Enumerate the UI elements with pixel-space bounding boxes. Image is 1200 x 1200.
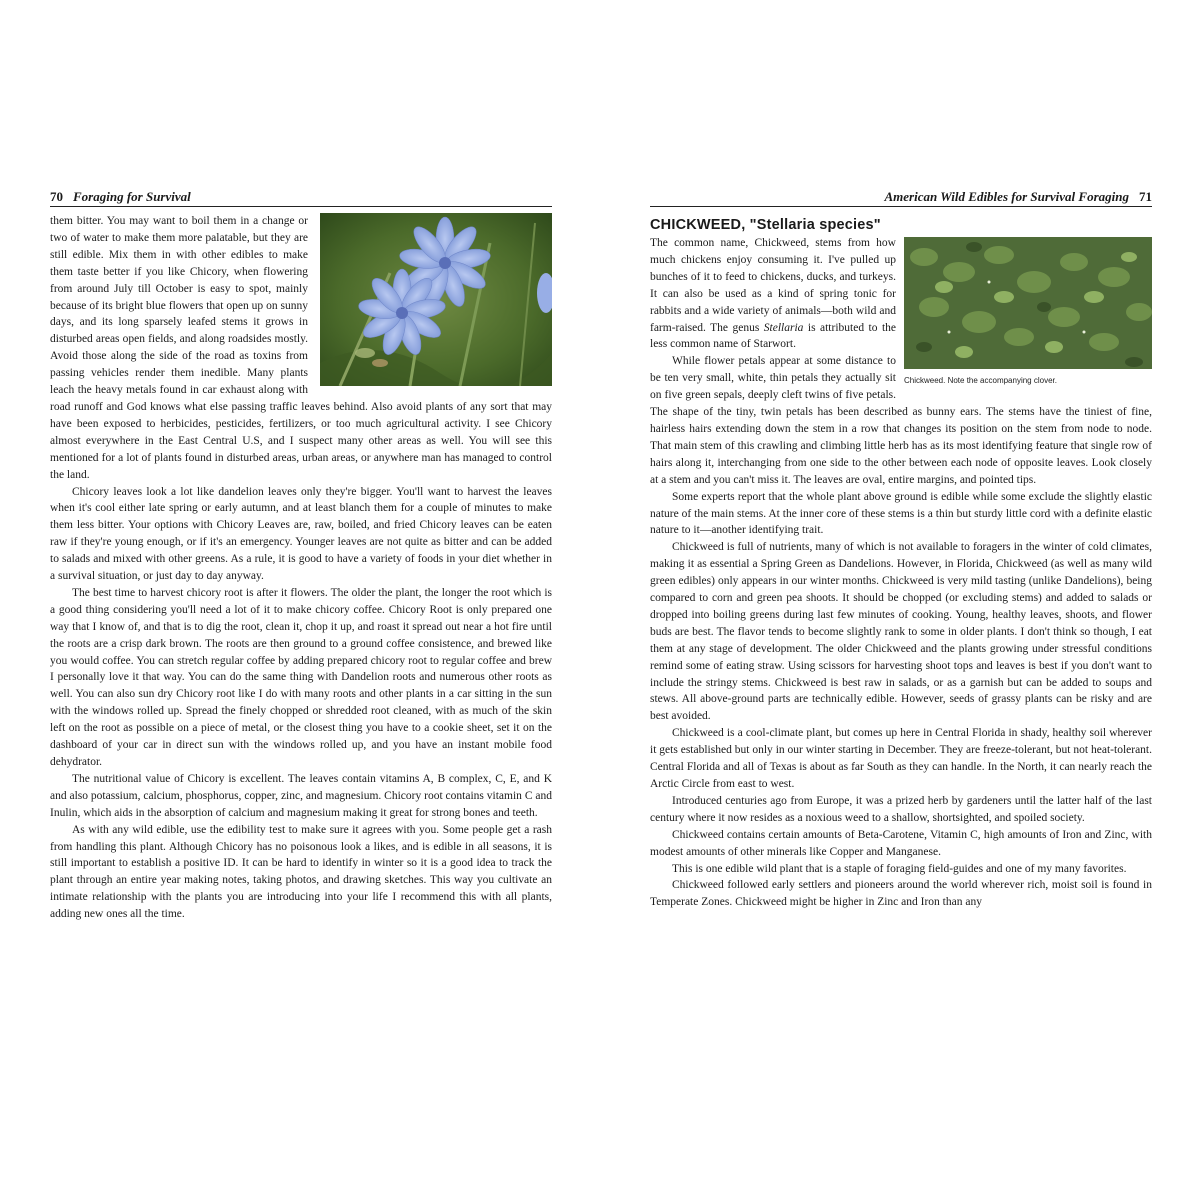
paragraph: This is one edible wild plant that is a staple of foraging field-guides and one of my many favorites.	[672, 862, 1127, 875]
page-number-left: 70	[50, 189, 63, 204]
paragraph: Some experts report that the whole plant above ground is edible while some exclude the slightly elastic nature of the main stems. At the inner core of these stems is a thin but sturdy little cord with a definite elastic nature to it—another identifying trait.	[650, 490, 1152, 537]
left-page	[50, 188, 552, 923]
paragraph: Chickweed is a cool-climate plant, but comes up here in Central Florida in shady, healthy soil wherever it gets established but only in our winter starting in December. They are freeze-tolerant, but not heat-tolerant. Central Florida and all of Texas is about as far South as they can handle. In the North, it can nearly reach the Arctic Circle from east to west.	[650, 727, 1152, 790]
photo-caption: Chickweed. Note the accompanying clover.	[904, 376, 1057, 385]
left-body-text	[50, 213, 552, 923]
right-page	[650, 188, 1152, 911]
running-head-left	[50, 188, 552, 207]
genus-name: Stellaria	[763, 321, 804, 334]
paragraph: The nutritional value of Chicory is excellent. The leaves contain vitamins A, B complex, C, E, and K and also potassium, calcium, phosphorus, copper, zinc, and magnesium. Chicory root contains vitamin C and Inulin, which aids in the absorption of calcium and magnesium making it great for strong bones and teeth.	[50, 772, 552, 819]
paragraph: Chickweed followed early settlers and pioneers around the world wherever rich, moist soil is found in Temperate Zones. Chickweed might be higher in Zinc and Iron than any	[650, 879, 1152, 909]
paragraph-text: The common name, Chickweed, stems from how much chickens enjoy consuming it. I've pulled up bunches of it to feed to chickens, ducks, and turkeys. It can also be used as a kind of spring tonic for rabbits and a wide variety of animals—both wild and farm-raised. The genus	[650, 237, 896, 334]
paragraph: Chicory leaves look a lot like dandelion leaves only they're bigger. You'll want to harvest the leaves when it's cool either late spring or early autumn, and at least blanch them for a couple of minutes to make them less bitter. Your options with Chicory Leaves are, raw, boiled, and fried Chicory leaves can be eaten raw if they're young enough, or if it's an emergency. Younger leaves are not quite as bitter and can be added to salads and mixed with other greens. As a rule, it is good to have a variety of foods in your diet whether in a survival situation, or just day to day anyway.	[50, 485, 552, 583]
paragraph: The best time to harvest chicory root is after it flowers. The older the plant, the longer the root which is a good thing considering you'll need a lot of it to make chicory coffee. Chicory Root is only prepared one way that I know of, and that is to dig the root, clean it, chop it up, and roast it spread out near a hot fire until the roots are a crisp dark brown. The roots are then ground to a ground coffee consistence, and brewed like you would coffee. You can stretch regular coffee by adding prepared chicory root to regular coffee and brew I personally love it that way. You can do the same thing with Dandelion roots and numerous other roots as well. You can also sun dry Chicory root like I do with many roots and other plants in a car sitting in the sun with the windows rolled up. Spread the finely chopped or shredded root cleaned, with as much of the skin left on the root as possible on a piece of metal, or the closest thing you have to a cookie sheet, set it on the dashboard of your car in direct sun with the windows rolled up, and you have an instant mobile food dehydrator.	[50, 586, 552, 768]
chickweed-figure	[904, 237, 1152, 390]
paragraph: While flower petals appear at some distance to be ten very small, white, thin petals they actually sit on five green sepals, deeply cleft twins of five petals. The shape of the tiny, twin petals has been described as bunny ears. The stems have the tiniest of fine, hairless hairs extending down the stem in a row that changes its position on the stem from node to node. That main stem of this crawling and climbing little herb has as its most identifying feature that single row of hairs along it, interchanging from one side to the other between each node of opposite leaves. Look closely at a stem and you can't miss it. The leaves are oval, entire margins, and pointed tips.	[650, 355, 1152, 486]
paragraph-text: is attributed to the less common name of Starwort.	[650, 321, 897, 351]
paragraph: Introduced centuries ago from Europe, it was a prized herb by gardeners until the latter half of the last century where it now resides as a noxious weed to a shallow, shortsighted, and spoiled society.	[650, 794, 1152, 824]
chickweed-plant-photo	[904, 237, 1152, 369]
running-head-title-left: Foraging for Survival	[73, 189, 191, 204]
running-head-right	[650, 188, 1152, 207]
paragraph: them bitter. You may want to boil them in a change or two of water to make them more palatable, but they are still edible. Mix them in with other edibles to make them taste better if you like Chicory, when flowering from around July till October is easy to spot, mainly because of its bright blue flowers that open up on sunny days, and its long sparsely leafed stems it grows in disturbed areas open fields, and along roadsides mostly. Avoid those along the side of the road as toxins from passing vehicles render them inedible. Many plants leach the heavy metals found in car exhaust along with road runoff and God knows what else passing traffic leaves behind. Also avoid plants of any sort that may have been exposed to herbicides, pesticides, fertilizers, or too much agricultural activity. I see Chicory almost everywhere in the East Central U.S, and I suspect many other areas as well. You will see this mentioned for a lot of plants found in disturbed areas, urban areas, or anywhere man has managed to control the land.	[50, 215, 552, 481]
chicory-flower-photo	[320, 213, 552, 386]
page-number-right: 71	[1139, 189, 1152, 204]
running-head-title-right: American Wild Edibles for Survival Foraging	[884, 189, 1129, 204]
paragraph: Chickweed is full of nutrients, many of which is not available to foragers in the winter of cold climates, making it as essential a Spring Green as Dandelions. However, in Florida, Chickweed (as well as many wild green edibles) only appears in our winter months. Chickweed is very mild tasting (unlike Dandelions), being compared to corn and green pea shoots. It should be chopped (or excluding stems) and added to salads or dropped into boiling greens during last few minutes of cooking. Young, healthy leaves, shoots, and flower buds are best. The flavor tends to become slightly rank to some in older plants. I don't think so though, I eat them at any stage of development. The older Chickweed and the plants growing under stressful conditions remind some of eating straw. Using scissors for harvesting shoot tops and leaves is best if you don't want to include the stringy stems. Chickweed is best raw in salads, or as a garnish but can be added to soups and stews. All above-ground parts are technically edible. However, seeds of grassy plants can be risky and are best avoided.	[650, 541, 1152, 723]
right-body-text	[650, 235, 1152, 911]
paragraph: Chickweed contains certain amounts of Beta-Carotene, Vitamin C, high amounts of Iron and Zinc, with modest amounts of other minerals like Copper and Manganese.	[650, 828, 1152, 858]
paragraph: As with any wild edible, use the edibility test to make sure it agrees with you. Some people get a rash from handling this plant. Although Chicory has no poisonous look a likes, and is edible in all seasons, it is still important to establish a positive ID. It can be hard to identify in winter so it is a good idea to track the plant through an entire year making notes, taking photos, and drawing sketches. This way you cultivate an intimate relationship with the plants you are introducing into your life I recommend this with all plants, adding new ones all the time.	[50, 823, 552, 921]
section-title: CHICKWEED, "Stellaria species"	[650, 217, 881, 233]
